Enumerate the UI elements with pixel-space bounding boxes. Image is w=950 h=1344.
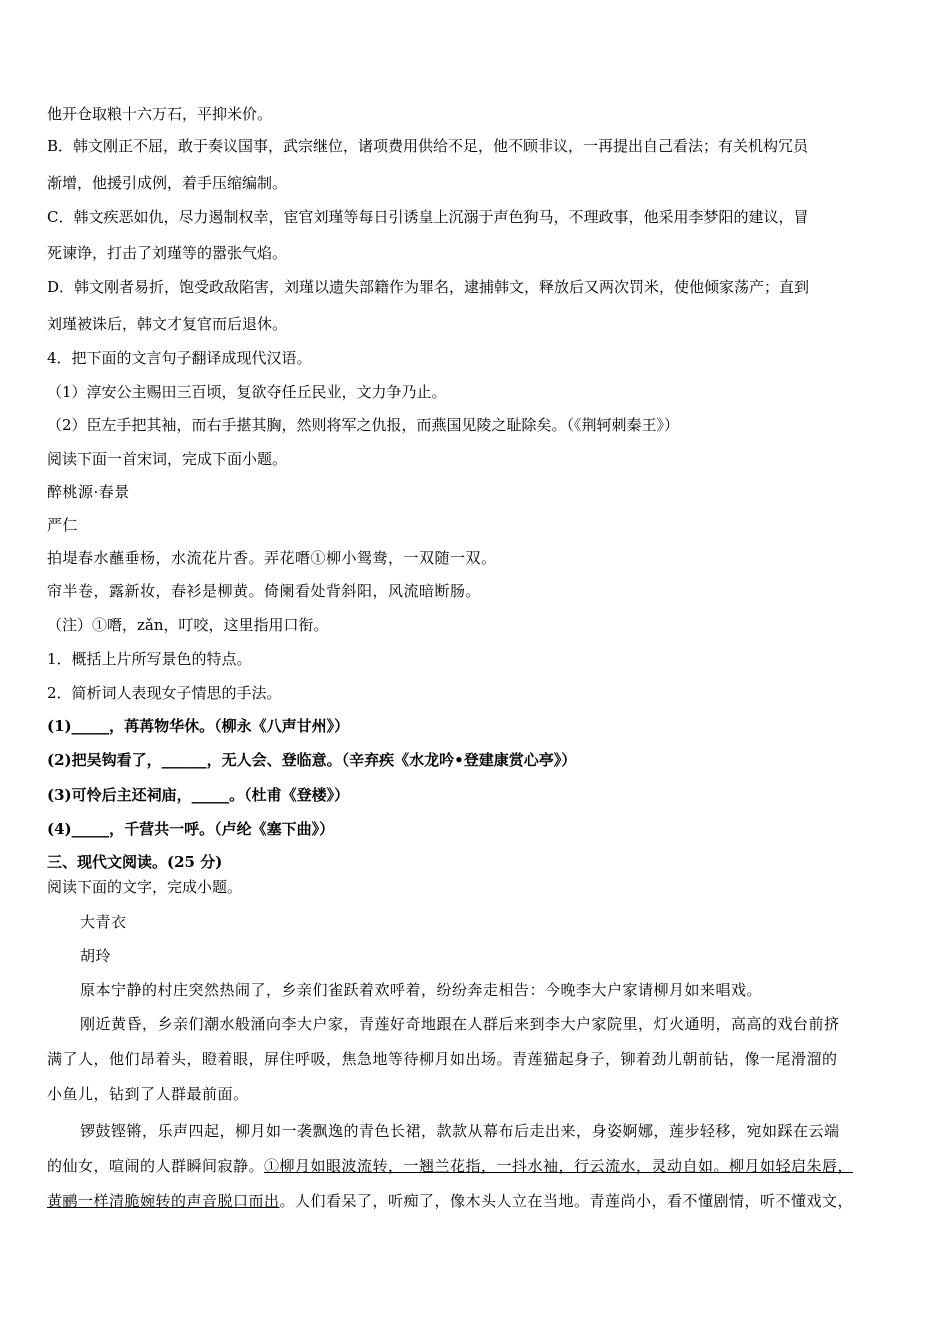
question-4: 4．把下面的文言句子翻译成现代汉语。 (47, 349, 312, 367)
option-c-line-1: C．韩文疾恶如仇，尽力遏制权幸，宦官刘瑾等每日引诱皇上沉溺于声色狗马，不理政事，他采用李梦阳的建议，冒 (47, 208, 809, 226)
poem-question-1: 1．概括上片所写景色的特点。 (47, 650, 252, 668)
fill-blank-4: (4)_____，千营共一呼。（卢纶《塞下曲》） (47, 820, 335, 838)
story-paragraph-1: 原本宁静的村庄突然热闹了，乡亲们雀跃着欢呼着，纷纷奔走相告：今晚李大户家请柳月如来唱戏。 (80, 981, 763, 999)
poem-instruction: 阅读下面一首宋词，完成下面小题。 (47, 450, 288, 468)
story-paragraph-3-line-2 (47, 1156, 917, 1176)
story-title: 大青衣 (80, 913, 127, 931)
story-paragraph-2-line-1: 刚近黄昏，乡亲们潮水般涌向李大户家，青莲好奇地跟在人群后来到李大户家院里，灯火通明，高高的戏台前挤 (80, 1015, 840, 1033)
poem-title: 醉桃源·春景 (47, 483, 130, 501)
poem-line-1: 拍堤春水蘸垂杨，水流花片香。弄花噆①柳小鸳鸯，一双随一双。 (47, 549, 497, 567)
option-c-line-2: 死谏诤，打击了刘瑾等的嚣张气焰。 (47, 244, 288, 262)
story-paragraph-2-line-3: 小鱼儿，钻到了人群最前面。 (47, 1085, 249, 1103)
option-b-line-2: 渐增，他援引成例，着手压缩编制。 (47, 174, 288, 192)
poem-question-2: 2．简析词人表现女子情思的手法。 (47, 684, 282, 702)
plain-text: 。人们看呆了，听痴了，像木头人立在当地。青莲尚小，看不懂剧情，听不懂戏文， (279, 1192, 854, 1210)
reading-instruction: 阅读下面的文字，完成小题。 (47, 878, 243, 896)
fill-blank-3: (3)可怜后主还祠庙，_____。（杜甫《登楼》） (47, 786, 350, 804)
story-paragraph-2-line-2: 满了人，他们昂着头，瞪着眼，屏住呼吸，焦急地等待柳月如出场。青莲猫起身子，铆着劲儿朝前钻，像一尾滑溜的 (47, 1050, 838, 1068)
option-d-line-1: D．韩文刚者易折，饱受政敌陷害，刘瑾以遗失部籍作为罪名，逮捕韩文，释放后又两次罚米，使他倾家荡产；直到 (47, 278, 810, 296)
question-4-2: （2）臣左手把其袖，而右手揕其胸，然则将军之仇报，而燕国见陵之耻除矣。（《荆轲刺秦王》） (47, 416, 680, 434)
question-4-1: （1）淳安公主赐田三百顷，复欲夺任丘民业，文力争乃止。 (47, 383, 447, 401)
plain-text: 的仙女，喧闹的人群瞬间寂静。 (47, 1157, 265, 1175)
story-paragraph-3-line-3 (47, 1191, 917, 1211)
underlined-sentence-1: ①柳月如眼波流转，一翘兰花指，一抖水袖，行云流水，灵动自如。柳月如轻启朱唇， (264, 1157, 854, 1175)
text-line: 他开仓取粮十六万石，平抑米价。 (47, 105, 273, 123)
poem-note: （注）①噆，zǎn，叮咬，这里指用口衔。 (47, 616, 329, 634)
fill-blank-2: (2)把吴钩看了，______，无人会、登临意。（辛弃疾《水龙吟•登建康赏心亭》） (47, 751, 577, 769)
story-paragraph-3-line-1: 锣鼓铿锵，乐声四起，柳月如一袭飘逸的青色长裙，款款从幕布后走出来，身姿婀娜，莲步轻移，宛如踩在云端 (80, 1122, 840, 1140)
poem-author: 严仁 (47, 516, 79, 534)
poem-line-2: 帘半卷，露新妆，春衫是柳黄。倚阑看处背斜阳，风流暗断肠。 (47, 582, 482, 600)
story-author: 胡玲 (80, 947, 112, 965)
underlined-sentence-2: 黄鹂一样清脆婉转的声音脱口而出 (47, 1192, 280, 1210)
fill-blank-1: (1)_____，苒苒物华休。（柳永《八声甘州》） (47, 717, 350, 735)
option-d-line-2: 刘瑾被诛后，韩文才复官而后退休。 (47, 315, 288, 333)
option-b-line-1: B．韩文刚正不屈，敢于奏议国事，武宗继位，诸项费用供给不足，他不顾非议，一再提出自己看法；有关机构冗员 (47, 137, 809, 155)
section-heading: 三、现代文阅读。(25 分) (47, 853, 223, 871)
